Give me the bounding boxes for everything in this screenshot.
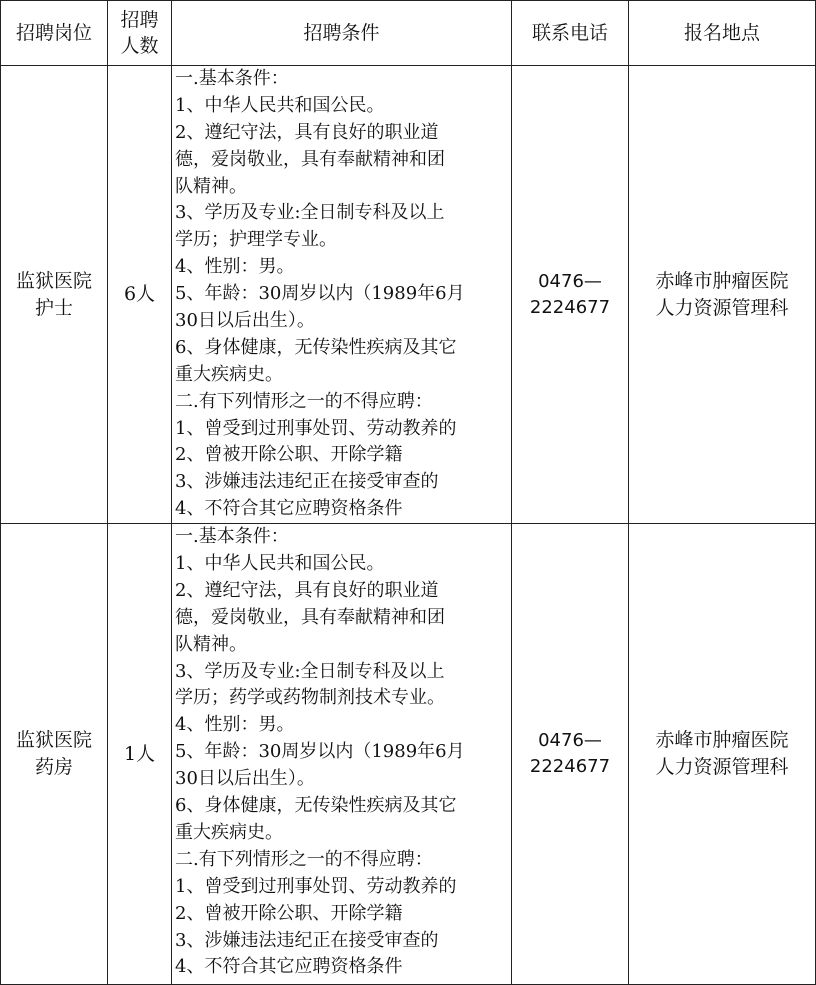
condition-line: 1、曾受到过刑事处罚、劳动教养的 [175,417,457,439]
condition-line: 6、身体健康，无传染性疾病及其它 [175,795,457,817]
condition-line: 4、不符合其它应聘资格条件 [175,956,403,978]
position-line2: 护士 [34,296,73,319]
position-line1: 监狱医院 [15,269,92,292]
condition-line: 2、遵纪守法，具有良好的职业道 [175,579,439,601]
position-cell [1,524,108,985]
condition-line: 2、曾被开除公职、开除学籍 [175,444,403,466]
conditions-cell [172,66,512,524]
position-cell [1,66,108,524]
condition-line: 2、遵纪守法，具有良好的职业道 [175,121,439,143]
condition-line: 二.有下列情形之一的不得应聘： [175,390,433,412]
location-line2: 人力资源管理科 [655,296,789,319]
condition-line: 学历；护理学专业。 [175,229,337,251]
location-cell [629,66,816,524]
condition-line: 3、涉嫌违法违纪正在接受审查的 [175,471,439,493]
location-line1: 赤峰市肿瘤医院 [655,269,789,292]
count-cell: 1人 [108,524,172,985]
condition-line: 2、曾被开除公职、开除学籍 [175,902,403,924]
location-cell [629,524,816,985]
location-line1: 赤峰市肿瘤医院 [655,729,789,752]
condition-line: 队精神。 [175,633,247,655]
condition-line: 学历；药学或药物制剂技术专业。 [175,687,445,709]
condition-line: 1、中华人民共和国公民。 [175,553,385,575]
count-cell: 6人 [108,66,172,524]
header-location: 报名地点 [629,1,816,66]
header-count-line2: 人数 [120,35,159,57]
header-conditions: 招聘条件 [172,1,512,66]
conditions-cell [172,524,512,985]
condition-line: 30日以后出生）。 [175,768,315,790]
position-line2: 药房 [34,756,73,779]
condition-line: 1、中华人民共和国公民。 [175,94,385,116]
condition-line: 30日以后出生）。 [175,310,315,332]
header-count-line1: 招聘 [120,9,159,31]
phone-line1: 0476— [538,270,602,292]
phone-line2: 2224677 [529,296,611,318]
header-count [108,1,172,66]
position-line1: 监狱医院 [15,729,92,752]
header-phone: 联系电话 [512,1,629,66]
table-header-row [1,1,816,66]
location-line2: 人力资源管理科 [655,756,789,779]
condition-line: 德，爱岗敬业，具有奉献精神和团 [175,606,445,628]
condition-line: 一.基本条件： [175,526,289,548]
condition-line: 5、年龄：30周岁以内（1989年6月 [175,741,465,763]
header-position: 招聘岗位 [1,1,108,66]
condition-line: 3、学历及专业:全日制专科及以上 [175,202,445,224]
phone-line1: 0476— [538,730,602,752]
condition-line: 6、身体健康，无传染性疾病及其它 [175,336,457,358]
condition-line: 重大疾病史。 [175,363,283,385]
condition-line: 1、曾受到过刑事处罚、劳动教养的 [175,875,457,897]
phone-cell [512,66,629,524]
condition-line: 3、学历及专业:全日制专科及以上 [175,660,445,682]
condition-line: 二.有下列情形之一的不得应聘： [175,848,433,870]
condition-line: 5、年龄：30周岁以内（1989年6月 [175,283,465,305]
condition-line: 德，爱岗敬业，具有奉献精神和团 [175,148,445,170]
condition-line: 3、涉嫌违法违纪正在接受审查的 [175,929,439,951]
condition-line: 重大疾病史。 [175,821,283,843]
condition-line: 4、性别：男。 [175,256,295,278]
phone-cell [512,524,629,985]
condition-line: 一.基本条件： [175,68,289,89]
table-row [1,524,816,985]
phone-line2: 2224677 [529,756,611,778]
table-row [1,66,816,524]
condition-line: 4、不符合其它应聘资格条件 [175,498,403,520]
condition-line: 队精神。 [175,175,247,197]
condition-line: 4、性别：男。 [175,714,295,736]
